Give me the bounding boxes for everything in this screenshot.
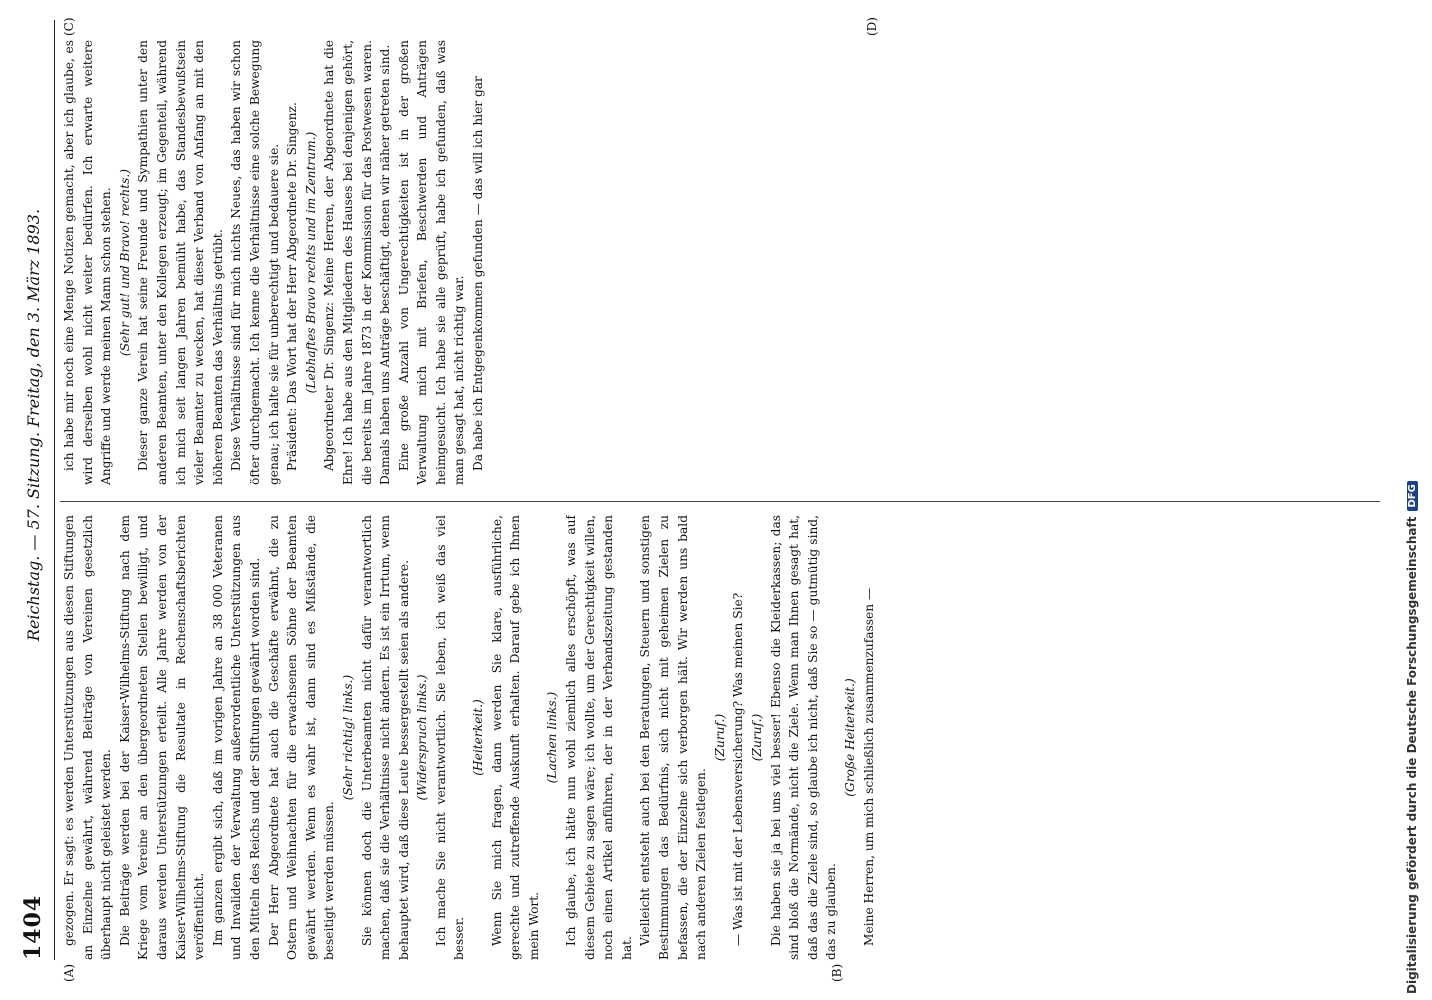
- paragraph: (Heiterkeit.): [471, 699, 486, 776]
- paragraph: Ich mache Sie nicht verantwortlich. Sie leben, ich weiß das viel besser.: [433, 515, 467, 960]
- paragraph: Wenn Sie mich fragen, dann werden Sie klare, ausführliche, gerechte und zutreffende Auskunft erhalten. Darauf gebe ich Ihnen mein Wort.: [489, 515, 541, 960]
- paragraph: (Sehr gut! und Bravo! rechts.): [117, 168, 132, 357]
- dfg-logo: DFG: [1407, 481, 1418, 510]
- paragraph: Dieser ganze Verein hat seine Freunde und Sympathien unter den anderen Beamten, unter den Kollegen erzeugt; im Gegenteil, während ich mich seit langen Jahren bemüht habe, das Standesbewußtsein vieler Beamter zu wecken, hat dieser Verband von Anfang an mit den höheren Beamten das Verhältnis getrübt.: [136, 40, 225, 485]
- paragraph: Diese Verhältnisse sind für mich nichts Neues, das haben wir schon öfter durchgemacht. Ich kenne die Verhältnisse eine solche Bewegung genau; ich halte sie für unberechtigt und bedauere sie.: [229, 40, 281, 485]
- paragraph: Die haben sie ja bei uns viel besser! Ebenso die Kleiderkassen; das sind bloß die Normände, nicht die Ziele. Wenn man Ihnen gesagt hat, daß das die Ziele sind, so glaube ich nicht, daß Sie so — gutmütig sind, das zu glauben.: [768, 515, 839, 960]
- paragraph: ich habe mir noch eine Menge Notizen gemacht, aber ich glaube, es wird derselben wohl nicht weiter bedürfen. Ich erwarte weitere Angriffe und werde meinen Mann schon stehen.: [62, 40, 114, 485]
- credit-text: Digitalisierung gefördert durch die Deutsche Forschungsgemeinschaft: [1405, 516, 1419, 994]
- paragraph: Sie können doch die Unterbeamten nicht dafür verantwortlich machen, daß sie die Verhältnisse nicht ändern. Es ist ein Irrtum, wenn behauptet wird, daß diese Leute bessergestellt seien als andere.: [359, 515, 411, 960]
- paragraph: Eine große Anzahl von Ungerechtigkeiten ist in der großen Verwaltung mich mit Briefen, Beschwerden und Anträgen heimgesucht. Ich habe sie alle geprüft, habe ich gefunden, daß was man gesagt hat, nicht richtig war.: [396, 40, 467, 485]
- paragraph: Vielleicht entsteht auch bei den Beratungen, Steuern und sonstigen Bestimmungen das Bedürfnis, sich nicht mit geheimen Zielen zu befassen, die der Einzelne sich verborgen hält. Wir werden uns bald nach anderen Zielen festlegen.: [638, 515, 709, 960]
- left-column: [60, 515, 1340, 960]
- margin-mark-c: (C): [62, 17, 76, 36]
- page-title: Reichstag. — 57. Sitzung. Freitag, den 3. März 1893.: [24, 208, 43, 642]
- paragraph: Da habe ich Entgegenkommen gefunden — das will ich hier gar: [471, 76, 486, 471]
- paragraph: Ich glaube, ich hätte nun wohl ziemlich alles erschöpft, was auf diesem Gebiete zu sagen wäre; ich wollte, um der Gerechtigkeit willen, noch einen Artikel anführen, der in der Verbandszeitung gestanden hat.: [564, 515, 634, 960]
- paragraph: (Zuruf.): [712, 713, 727, 762]
- paragraph: Der Herr Abgeordnete hat auch die Geschäfte erwähnt, die zu Ostern und Weihnachten für die erwachsenen Söhne der Beamten gewährt werden. Wenn es wahr ist, dann sind es Mißstände, die beseitigt werden müssen.: [266, 515, 337, 960]
- page-number: 1404: [20, 894, 46, 960]
- paragraph: (Sehr richtig! links.): [340, 674, 355, 801]
- paragraph: Im ganzen ergibt sich, daß im vorigen Jahre an 38 000 Veteranen und Invaliden der Verwaltung außerordentliche Unterstützungen aus den Mitteln des Reichs und der Stiftungen gewährt worden sind.: [210, 515, 262, 960]
- paragraph: (Große Heiterkeit.): [842, 678, 857, 797]
- page-header: [20, 20, 50, 960]
- paragraph: (Lachen links.): [545, 691, 560, 784]
- column-divider: [60, 501, 1380, 502]
- paragraph: gezogen. Er sagt: es werden Unterstützungen aus diesen Stiftungen an Einzelne gewährt, während Beiträge von Vereinen gesetzlich überhaupt nicht geleistet werden.: [62, 515, 114, 960]
- paragraph: Meine Herren, um mich schließlich zusammenzufassen —: [861, 587, 876, 946]
- paragraph: Präsident: Das Wort hat der Herr Abgeordnete Dr. Singenz.: [285, 102, 300, 471]
- margin-mark-a: (A): [62, 963, 76, 982]
- paragraph: Die Beiträge werden bei der Kaiser-Wilhelms-Stiftung nach dem Kriege vom Vereine an den übergeordneten Stellen bewilligt, und daraus werden Unterstützungen erteilt. Alle Jahre werden von der Kaiser-Wilhelms-Stiftung die Resultate in Rechenschaftsberichten veröffentlicht.: [117, 515, 207, 960]
- paragraph: Abgeordneter Dr. Singenz: Meine Herren, der Abgeordnete hat die Ehre! Ich habe aus den Mitgliedern des Hauses bei denjenigen gehört, die bereits im Jahre 1873 in der Kommission für das Postwesen waren. Damals haben uns Anträge beschäftigt, denen wir näher getreten sind.: [322, 40, 393, 485]
- paragraph: — Was ist mit der Lebensversicherung? Was meinen Sie?: [731, 592, 746, 946]
- margin-mark-d: (D): [865, 17, 879, 36]
- margin-mark-b: (B): [830, 963, 844, 982]
- right-column: [60, 40, 1340, 485]
- paragraph: (Zuruf.): [749, 713, 764, 762]
- digitization-credit: [1395, 0, 1429, 1000]
- paragraph: (Widerspruch links.): [415, 674, 430, 801]
- header-rule: [54, 20, 55, 960]
- paragraph: (Lebhaftes Bravo rechts und im Zentrum.): [303, 131, 318, 394]
